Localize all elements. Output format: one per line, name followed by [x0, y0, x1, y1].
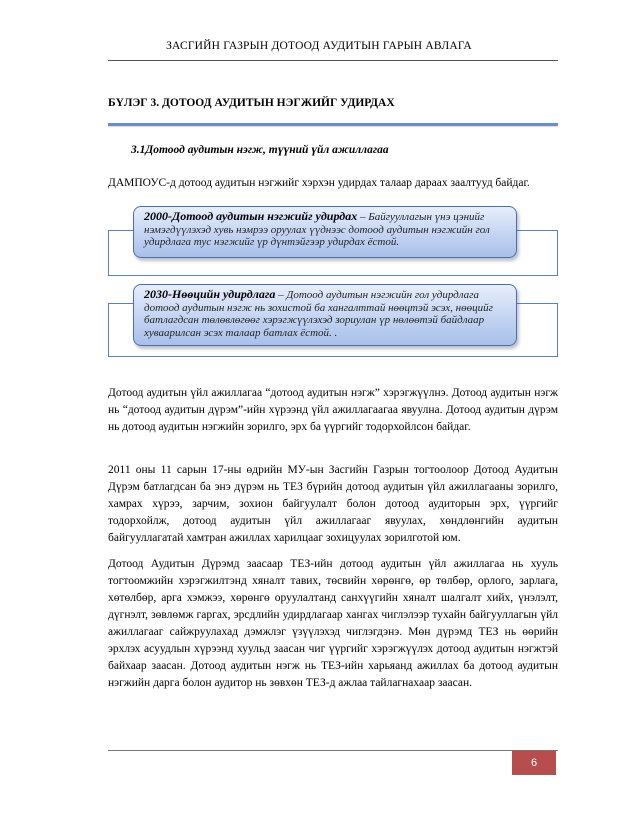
chapter-divider — [108, 123, 558, 126]
body-paragraph-1: Дотоод аудитын үйл ажиллагаа “дотоод аудитын нэгж” хэрэгжүүлнэ. Дотоод аудитын нэгж нь “дотоод аудитын дүрэм”-ийн хүрээнд үйл ажиллагаагаа явуулна. Дотоод аудитын дүрэм нь дотоод аудитын нэгжийн зорилго, эрх ба үүргийг тодорхойлсон байдаг. — [108, 387, 558, 433]
body-paragraph-3: Дотоод Аудитын Дүрэмд заасаар ТЕЗ-ийн дотоод аудитын үйл ажиллагаа нь хууль тогтоомжийн хэрэгжилтэнд хяналт тавих, төсвийн хөрөнгө, өр төлбөр, орлого, зарлага, хөтөлбөр, арга хэмжээ, хөрөнгө оруулалтанд санхүүгийн хяналт шалгалт хийх, үнэлэлт, дүгнэлт, зөвлөмж гаргах, эрсдлийн удирдлагаар хангах чиглэлээр тухайн байгууллагын үйл ажиллагааг сайжруулахад дэмжлэг үзүүлэхэд чиглэгдэнэ. Мөн дүрэмд ТЕЗ нь өөрийн эрхлэх асуудлын хүрээнд хуульд заасан чиг үүргийг хэрэгжүүлэх дотоод аудитын нэгжтэй байхаар заасан. Дотоод аудитын нэгж нь ТЕЗ-ийн харьяанд ажиллах ба дотоод аудитын нэгжийн дарга болон аудитор нь зөвхөн ТЕЗ-д ажлаа тайлагнахаар заасан. — [108, 558, 558, 689]
body-paragraph-2: 2011 оны 11 сарын 17-ны өдрийн МУ-ын Засгийн Газрын тогтоолоор Дотоод Аудитын Дүрэм батлагдсан ба энэ дүрэм нь ТЕЗ бүрийн дотоод аудитын үйл ажиллагааны зорилго, хамрах хүрээ, зарчим, зохион байгуулалт болон дотоод аудиторын эрх, үүргийг тодорхойлж, дотоод аудитын үйл ажиллагааг явуулах, хөндлөнгийн аудитын байгууллагатай хамтран ажиллах харилцааг зохицуулах зорилготой юм. — [108, 464, 558, 544]
running-header: ЗАСГИЙН ГАЗРЫН ДОТООД АУДИТЫН ГАРЫН АВЛАГА — [166, 40, 472, 52]
standard-box-2030 — [133, 284, 517, 346]
standard-box-2000 — [133, 206, 517, 258]
chapter-title: БҮЛЭГ 3. ДОТООД АУДИТЫН НЭГЖИЙГ УДИРДАХ — [108, 97, 395, 109]
section-heading: 3.1Дотоод аудитын нэгж, түүний үйл ажиллагаа — [131, 144, 389, 156]
standard-description: – Дотоод аудитын нэгжийн гол удирдлага дотоод аудитын нэгж нь зохистой ба хангалттай нөөцтэй эсэх, нөөцийг батлагдсан төлөвлөгөөг хэрэгжүүлэхэд зориулан үр нөлөөтэй байдлаар хуваарилсан эсэх талаар батлах ёстой. . — [144, 289, 493, 339]
page-number-badge: 6 — [512, 751, 556, 775]
standard-code-title: 2000-Дотоод аудитын нэгжийг удирдах — [144, 209, 358, 223]
footer-divider — [108, 750, 558, 751]
standard-description: – Байгууллагын үнэ цэнийг нэмэгдүүлэхэд хувь нэмрээ оруулах үүднээс дотоод аудитын нэгжийн гол удирдлага тус нэгжийг үр дүнтэйгээр удирдах ёстой. — [144, 211, 490, 248]
intro-paragraph: ДАМПОУС-д дотоод аудитын нэгжийг хэрхэн удирдах талаар дараах заалтууд байдаг. — [108, 177, 530, 189]
standard-code-title: 2030-Нөөцийн удирдлага — [144, 287, 276, 301]
header-divider — [108, 60, 558, 61]
